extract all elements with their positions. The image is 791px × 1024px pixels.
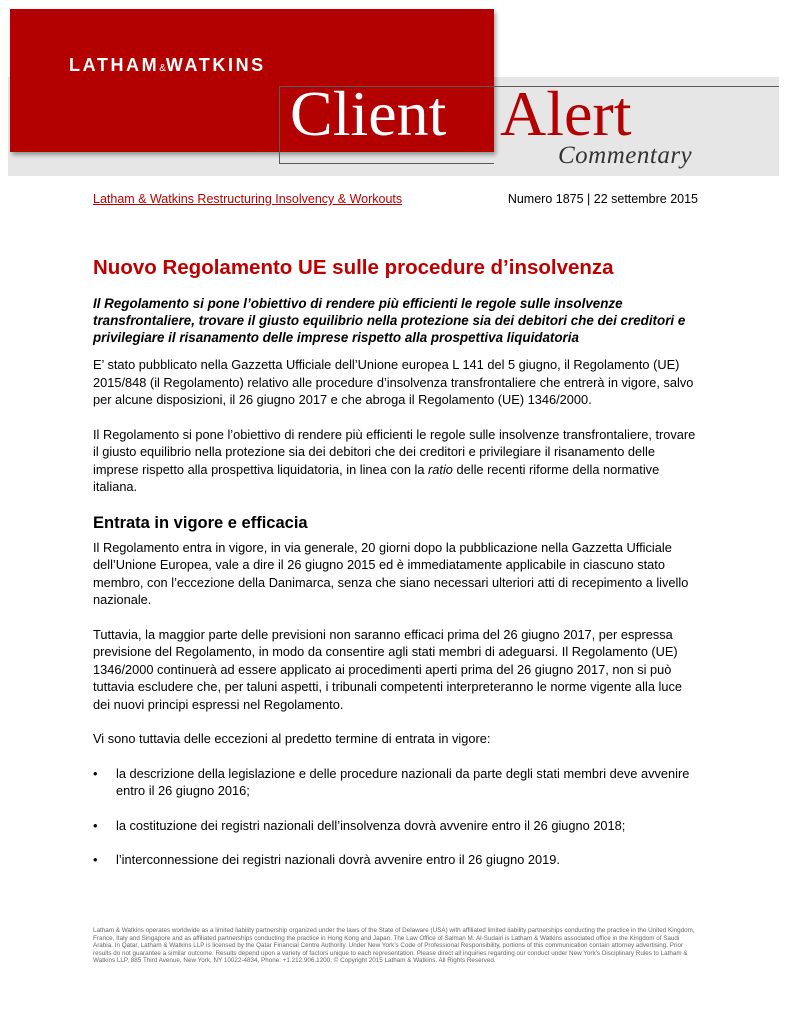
title-alert: Alert — [500, 78, 632, 149]
latham-watkins-logo: LATHAM&WATKINS — [69, 55, 266, 75]
section-heading: Entrata in vigore e efficacia — [93, 513, 308, 532]
paragraph-4: Tuttavia, la maggior parte delle previsioni non saranno efficaci prima del 26 giugno 2017, per espressa previsione del Regolamento, in modo da consentire agli stati membri di adeguarsi. Il Regolamento (UE) 1346/2000 continuerà ad essere applicato ai procedimenti aperti prima del 26 giugno 2017, non si può tuttavia escludere che, per taluni aspetti, i tribunali competenti interpreteranno le norme vigente alla luce dei nuovi principi espressi nel Regolamento. — [93, 626, 682, 712]
list-item: • la costituzione dei registri nazionali dell’insolvenza dovrà avvenire entro il 26 giugno 2018; — [93, 817, 626, 833]
list-item: • la descrizione della legislazione e delle procedure nazionali da parte degli stati membri deve avvenire entro il 26 giugno 2016; — [93, 765, 690, 798]
title-client: Client — [290, 78, 447, 149]
exceptions-list — [93, 765, 699, 869]
ratio-italic: ratio — [428, 461, 453, 477]
paragraph-2: Il Regolamento si pone l’obiettivo di rendere più efficienti le regole sulle insolvenze transfrontaliere, trovare il giusto equilibrio nella protezione sia dei debitori che dei creditori e privilegiare il risanamento delle imprese rispetto alla prospettiva liquidatoria, in linea con la ratio delle recenti riforme della normative italiana. — [93, 426, 696, 494]
practice-group-link[interactable]: Latham & Watkins Restructuring Insolvency & Workouts — [93, 192, 403, 206]
article-title: Nuovo Regolamento UE sulle procedure d’insolvenza — [93, 256, 614, 279]
title-frame-bottom-rule — [279, 163, 494, 164]
paragraph-1: E’ stato pubblicato nella Gazzetta Ufficiale dell’Unione europea L 141 del 5 giugno, il Regolamento (UE) 2015/848 (il Regolamento) relativo alle procedure d’insolvenza transfrontaliere che entrerà in vigore, salvo per alcune disposizioni, il 26 giugno 2017 e che abroga il Regolamento (UE) 1346/2000. — [93, 357, 694, 407]
bullet-icon: • — [93, 852, 98, 867]
bullet-icon: • — [93, 817, 98, 833]
article-lead: Il Regolamento si pone l’obiettivo di rendere più efficienti le regole sulle insolvenze transfrontaliere, trovare il giusto equilibrio nella protezione sia dei debitori che dei creditori e privilegiare il risanamento delle imprese rispetto alla prospettiva liquidatoria — [93, 296, 686, 345]
list-item: • l’interconnessione dei registri nazionali dovrà avvenire entro il 26 giugno 2019. — [93, 852, 560, 867]
paragraph-5: Vi sono tuttavia delle eccezioni al predetto termine di entrata in vigore: — [93, 731, 491, 746]
title-subtitle: Commentary — [558, 142, 693, 169]
paragraph-3: Il Regolamento entra in vigore, in via generale, 20 giorni dopo la pubblicazione nella Gazzetta Ufficiale dell’Unione Europea, vale a dire il 26 giugno 2015 ed è immediatamente applicabile in ciascuno stato membro, con l’eccezione della Danimarca, senza che siano necessari ulteriori atti di recepimento a livello nazionale. — [93, 539, 689, 607]
article-body — [93, 295, 699, 886]
issue-number-date: Numero 1875 | 22 settembre 2015 — [507, 192, 698, 206]
legal-disclaimer: Latham & Watkins operates worldwide as a limited liability partnership organized under the laws of the State of Delaware (USA) with affiliated limited liability partnerships conducting the practice in the United Kingdom, France, Italy and Singapore and as affiliated partnerships conducting the practice in Hong Kong and Japan. The Law Office of Salman M. Al-Sudairi is Latham & Watkins associated office in the Kingdom of Saudi Arabia. In Qatar, Latham & Watkins LLP is licensed by the Qatar Financial Centre Authority. Under New York’s Code of Professional Responsibility, portions of this communication contain attorney advertising. Prior results do not guarantee a similar outcome. Results depend upon a variety of factors unique to each representation. Please direct all inquiries regarding our conduct under New York’s Disciplinary Rules to Latham & Watkins LLP, 885 Third Avenue, New York, NY 10022-4834, Phone: +1.212.906.1200. © Copyright 2015 Latham & Watkins. All Rights Reserved. — [93, 927, 695, 965]
bullet-icon: • — [93, 765, 98, 781]
meta-row — [93, 192, 698, 206]
title-frame-left-rule — [279, 86, 280, 164]
